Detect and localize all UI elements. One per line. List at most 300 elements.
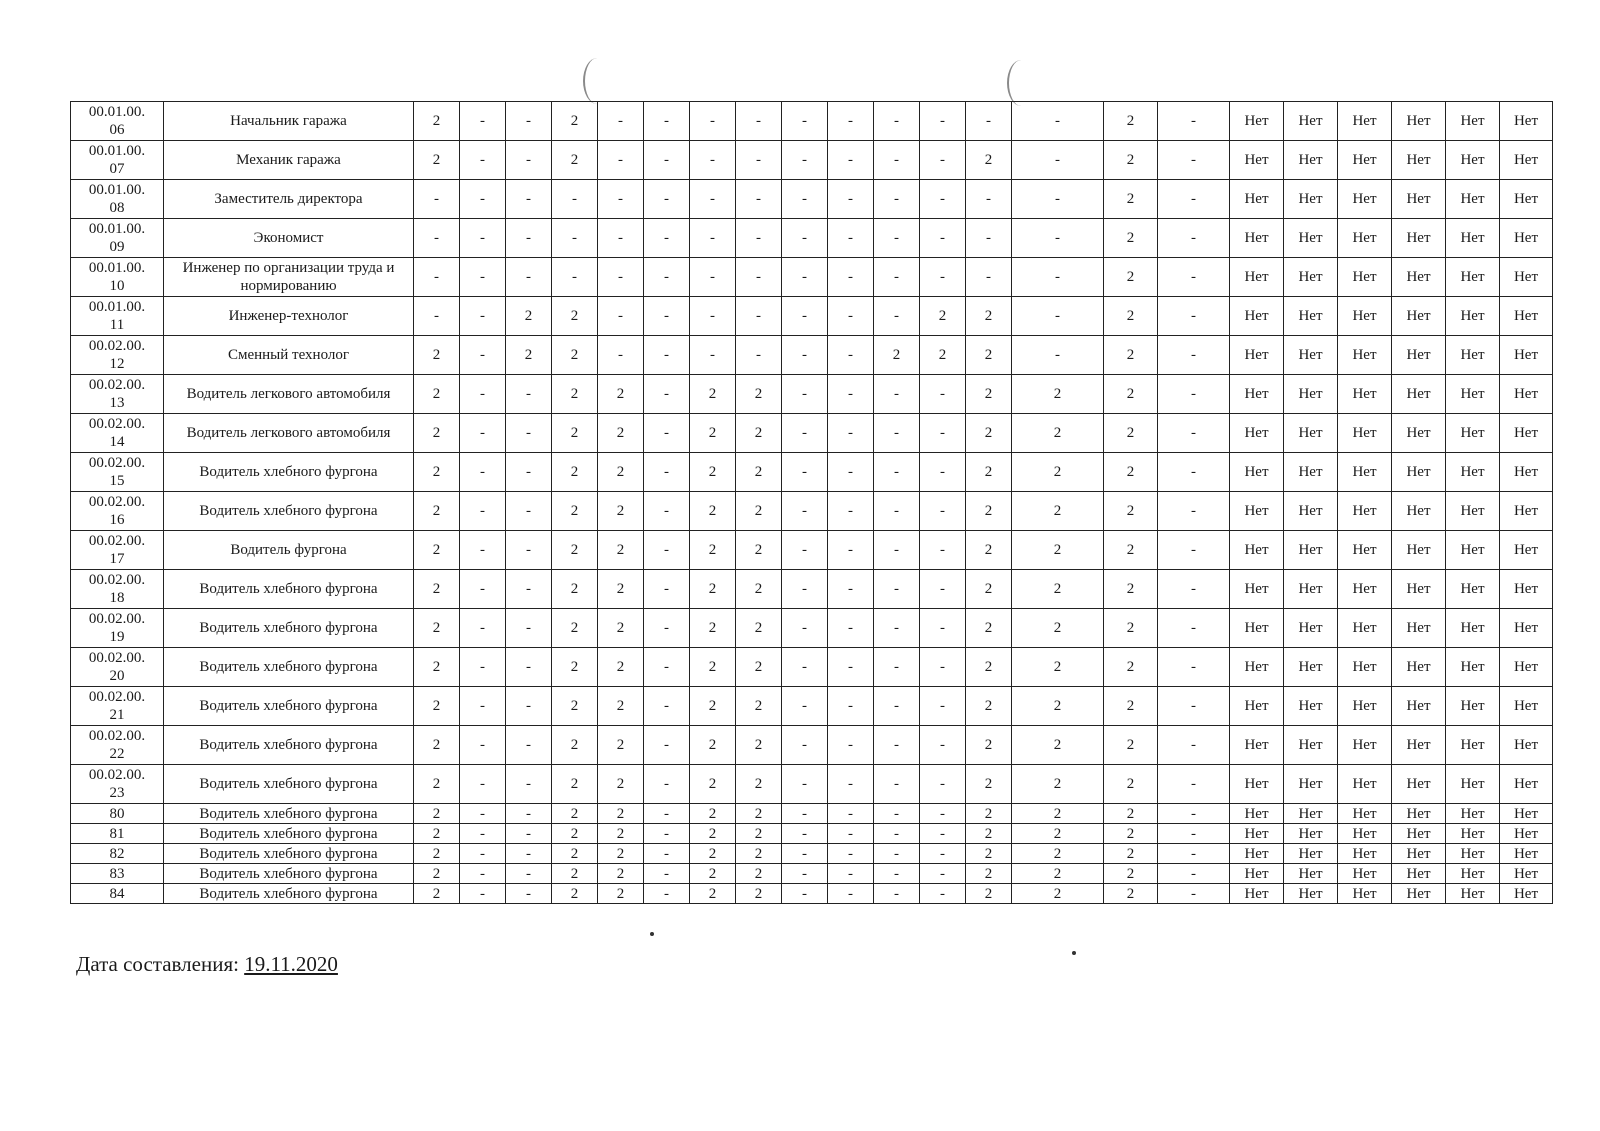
- factor-cell: -: [644, 492, 690, 531]
- factor-cell: -: [644, 102, 690, 141]
- factor-cell: Нет: [1338, 570, 1392, 609]
- factor-cell: -: [644, 570, 690, 609]
- factor-cell: -: [782, 102, 828, 141]
- factor-cell: Нет: [1284, 844, 1338, 864]
- table-row: [71, 884, 1553, 904]
- factor-cell: 2: [690, 570, 736, 609]
- factor-cell: -: [828, 102, 874, 141]
- factor-cell: Нет: [1446, 884, 1500, 904]
- position-code: 00.02.00. 23: [71, 765, 164, 804]
- table-row: [71, 804, 1553, 824]
- factor-cell: Нет: [1500, 219, 1553, 258]
- position-code: 83: [71, 864, 164, 884]
- table-row: [71, 102, 1553, 141]
- factor-cell: -: [644, 453, 690, 492]
- factor-cell: Нет: [1230, 141, 1284, 180]
- factor-cell: -: [828, 570, 874, 609]
- factor-cell: Нет: [1446, 864, 1500, 884]
- factor-cell: 2: [1012, 570, 1104, 609]
- factor-cell: 2: [966, 453, 1012, 492]
- factor-cell: -: [460, 492, 506, 531]
- table-row: [71, 336, 1553, 375]
- factor-cell: Нет: [1500, 453, 1553, 492]
- factor-cell: -: [828, 297, 874, 336]
- position-code: 00.02.00. 17: [71, 531, 164, 570]
- factor-cell: Нет: [1230, 492, 1284, 531]
- factor-cell: 2: [736, 609, 782, 648]
- factor-cell: 2: [1012, 453, 1104, 492]
- factor-cell: -: [460, 884, 506, 904]
- factor-cell: 2: [598, 844, 644, 864]
- factor-cell: -: [736, 219, 782, 258]
- factor-cell: -: [552, 219, 598, 258]
- factor-cell: -: [598, 219, 644, 258]
- factor-cell: -: [644, 375, 690, 414]
- factor-cell: -: [460, 531, 506, 570]
- factor-cell: -: [782, 414, 828, 453]
- factor-cell: -: [782, 570, 828, 609]
- position-code: 00.01.00. 08: [71, 180, 164, 219]
- position-name: Водитель хлебного фургона: [164, 609, 414, 648]
- factor-cell: 2: [414, 375, 460, 414]
- factor-cell: Нет: [1230, 336, 1284, 375]
- position-name: Водитель легкового автомобиля: [164, 414, 414, 453]
- factor-cell: -: [736, 180, 782, 219]
- factor-cell: -: [460, 648, 506, 687]
- factor-cell: -: [506, 824, 552, 844]
- factor-cell: 2: [690, 765, 736, 804]
- factor-cell: 2: [1012, 687, 1104, 726]
- factor-cell: -: [736, 336, 782, 375]
- factor-cell: Нет: [1284, 141, 1338, 180]
- factor-cell: -: [828, 414, 874, 453]
- factor-cell: Нет: [1338, 687, 1392, 726]
- factor-cell: Нет: [1446, 570, 1500, 609]
- position-code: 00.02.00. 18: [71, 570, 164, 609]
- factor-cell: -: [828, 765, 874, 804]
- factor-cell: -: [644, 297, 690, 336]
- factor-cell: 2: [414, 844, 460, 864]
- factor-cell: 2: [1104, 180, 1158, 219]
- factor-cell: 2: [736, 804, 782, 824]
- factor-cell: -: [506, 141, 552, 180]
- factor-cell: 2: [598, 884, 644, 904]
- factor-cell: Нет: [1392, 492, 1446, 531]
- factor-cell: -: [552, 258, 598, 297]
- factor-cell: 2: [414, 804, 460, 824]
- factor-cell: Нет: [1230, 884, 1284, 904]
- factor-cell: 2: [552, 844, 598, 864]
- factor-cell: Нет: [1338, 336, 1392, 375]
- factor-cell: Нет: [1392, 765, 1446, 804]
- factor-cell: 2: [598, 375, 644, 414]
- factor-cell: -: [782, 219, 828, 258]
- factor-cell: 2: [414, 864, 460, 884]
- position-name: Сменный технолог: [164, 336, 414, 375]
- factor-cell: 2: [414, 570, 460, 609]
- factor-cell: 2: [690, 804, 736, 824]
- factor-cell: Нет: [1230, 687, 1284, 726]
- factor-cell: -: [460, 687, 506, 726]
- factor-cell: 2: [966, 687, 1012, 726]
- factor-cell: -: [506, 609, 552, 648]
- factor-cell: Нет: [1230, 844, 1284, 864]
- factor-cell: Нет: [1500, 864, 1553, 884]
- factor-cell: -: [414, 297, 460, 336]
- factor-cell: Нет: [1338, 531, 1392, 570]
- factor-cell: Нет: [1500, 609, 1553, 648]
- table-row: [71, 609, 1553, 648]
- factor-cell: -: [460, 609, 506, 648]
- factor-cell: -: [782, 687, 828, 726]
- factor-cell: -: [874, 414, 920, 453]
- factor-cell: 2: [966, 414, 1012, 453]
- factor-cell: 2: [414, 414, 460, 453]
- factor-cell: 2: [966, 884, 1012, 904]
- factor-cell: Нет: [1284, 609, 1338, 648]
- factor-cell: -: [690, 219, 736, 258]
- factor-cell: -: [644, 824, 690, 844]
- factor-cell: -: [782, 375, 828, 414]
- factor-cell: -: [874, 453, 920, 492]
- factor-cell: -: [782, 297, 828, 336]
- factor-cell: Нет: [1500, 844, 1553, 864]
- position-code: 00.02.00. 21: [71, 687, 164, 726]
- factor-cell: -: [506, 180, 552, 219]
- factor-cell: Нет: [1500, 765, 1553, 804]
- factor-cell: Нет: [1500, 531, 1553, 570]
- factor-cell: Нет: [1392, 453, 1446, 492]
- position-name: Инженер-технолог: [164, 297, 414, 336]
- factor-cell: -: [874, 765, 920, 804]
- factor-cell: -: [644, 726, 690, 765]
- factor-cell: Нет: [1338, 453, 1392, 492]
- factor-cell: Нет: [1500, 375, 1553, 414]
- factor-cell: -: [874, 726, 920, 765]
- factor-cell: Нет: [1284, 297, 1338, 336]
- factor-cell: Нет: [1500, 884, 1553, 904]
- factor-cell: -: [644, 804, 690, 824]
- factor-cell: 2: [414, 884, 460, 904]
- factor-cell: -: [874, 180, 920, 219]
- factor-cell: -: [966, 180, 1012, 219]
- factor-cell: Нет: [1392, 531, 1446, 570]
- factor-cell: Нет: [1338, 726, 1392, 765]
- factor-cell: -: [506, 570, 552, 609]
- factor-cell: 2: [1012, 375, 1104, 414]
- factor-cell: Нет: [1446, 726, 1500, 765]
- factor-cell: 2: [966, 375, 1012, 414]
- factor-cell: 2: [736, 864, 782, 884]
- factor-cell: Нет: [1500, 336, 1553, 375]
- factor-cell: 2: [414, 765, 460, 804]
- factor-cell: Нет: [1338, 844, 1392, 864]
- factor-cell: -: [920, 258, 966, 297]
- factor-cell: -: [1158, 180, 1230, 219]
- factor-cell: -: [828, 180, 874, 219]
- factor-cell: Нет: [1446, 824, 1500, 844]
- factor-cell: Нет: [1392, 414, 1446, 453]
- table-row: [71, 844, 1553, 864]
- position-code: 00.01.00. 11: [71, 297, 164, 336]
- factor-cell: 2: [552, 102, 598, 141]
- factor-cell: -: [874, 219, 920, 258]
- factor-cell: -: [920, 453, 966, 492]
- factor-cell: 2: [690, 492, 736, 531]
- factor-cell: Нет: [1500, 804, 1553, 824]
- factor-cell: 2: [690, 609, 736, 648]
- factor-cell: -: [506, 258, 552, 297]
- factor-cell: Нет: [1500, 258, 1553, 297]
- factor-cell: Нет: [1338, 141, 1392, 180]
- factor-cell: -: [736, 141, 782, 180]
- factor-cell: -: [874, 648, 920, 687]
- factor-cell: -: [782, 258, 828, 297]
- factor-cell: -: [644, 864, 690, 884]
- factor-cell: Нет: [1446, 219, 1500, 258]
- factor-cell: 2: [736, 824, 782, 844]
- factor-cell: Нет: [1500, 687, 1553, 726]
- factor-cell: 2: [598, 864, 644, 884]
- punch-hole-left: [583, 58, 611, 104]
- factor-cell: Нет: [1500, 824, 1553, 844]
- position-name: Водитель хлебного фургона: [164, 687, 414, 726]
- factor-cell: Нет: [1284, 102, 1338, 141]
- date-label: Дата составления:: [76, 952, 239, 976]
- position-code: 00.01.00. 06: [71, 102, 164, 141]
- position-name: Водитель хлебного фургона: [164, 804, 414, 824]
- position-name: Водитель хлебного фургона: [164, 726, 414, 765]
- factor-cell: Нет: [1392, 884, 1446, 904]
- factor-cell: 2: [414, 492, 460, 531]
- factor-cell: Нет: [1392, 219, 1446, 258]
- factor-cell: 2: [736, 687, 782, 726]
- factor-cell: 2: [1104, 531, 1158, 570]
- factor-cell: -: [828, 648, 874, 687]
- factor-cell: -: [874, 844, 920, 864]
- factor-cell: 2: [552, 609, 598, 648]
- position-code: 80: [71, 804, 164, 824]
- factor-cell: 2: [966, 844, 1012, 864]
- factor-cell: -: [736, 258, 782, 297]
- factor-cell: -: [966, 102, 1012, 141]
- factor-cell: 2: [414, 102, 460, 141]
- factor-cell: 2: [552, 453, 598, 492]
- factor-cell: -: [874, 102, 920, 141]
- factor-cell: 2: [414, 609, 460, 648]
- factor-cell: Нет: [1392, 141, 1446, 180]
- factor-cell: -: [598, 102, 644, 141]
- factor-cell: -: [1158, 453, 1230, 492]
- factor-cell: 2: [598, 492, 644, 531]
- factor-cell: -: [920, 804, 966, 824]
- factor-cell: 2: [552, 765, 598, 804]
- factor-cell: 2: [1012, 844, 1104, 864]
- factor-cell: -: [1012, 141, 1104, 180]
- factor-cell: Нет: [1392, 804, 1446, 824]
- factor-cell: 2: [736, 453, 782, 492]
- factor-cell: -: [920, 726, 966, 765]
- table-row: [71, 180, 1553, 219]
- factor-cell: Нет: [1230, 297, 1284, 336]
- table-row: [71, 453, 1553, 492]
- factor-cell: -: [690, 141, 736, 180]
- factor-cell: 2: [1104, 648, 1158, 687]
- position-code: 00.02.00. 19: [71, 609, 164, 648]
- factor-cell: -: [782, 864, 828, 884]
- position-name: Водитель хлебного фургона: [164, 570, 414, 609]
- position-name: Водитель хлебного фургона: [164, 765, 414, 804]
- factor-cell: Нет: [1230, 180, 1284, 219]
- factor-cell: 2: [598, 804, 644, 824]
- factor-cell: -: [506, 531, 552, 570]
- factor-cell: 2: [1012, 492, 1104, 531]
- factor-cell: -: [828, 804, 874, 824]
- factor-cell: -: [1158, 102, 1230, 141]
- position-code: 82: [71, 844, 164, 864]
- factor-cell: Нет: [1230, 453, 1284, 492]
- factor-cell: -: [782, 765, 828, 804]
- factor-cell: -: [874, 687, 920, 726]
- factor-cell: Нет: [1338, 492, 1392, 531]
- factor-cell: -: [1012, 219, 1104, 258]
- factor-cell: 2: [736, 648, 782, 687]
- factor-cell: -: [506, 726, 552, 765]
- punch-hole-right: [1007, 60, 1035, 106]
- factor-cell: Нет: [1500, 492, 1553, 531]
- factor-cell: 2: [966, 492, 1012, 531]
- factor-cell: -: [460, 726, 506, 765]
- compilation-date: [76, 952, 338, 977]
- position-code: 00.02.00. 20: [71, 648, 164, 687]
- factor-cell: 2: [1104, 884, 1158, 904]
- table-row: [71, 297, 1553, 336]
- factor-cell: -: [828, 492, 874, 531]
- factor-cell: Нет: [1392, 726, 1446, 765]
- factor-cell: Нет: [1338, 648, 1392, 687]
- factor-cell: -: [966, 258, 1012, 297]
- factor-cell: Нет: [1446, 844, 1500, 864]
- factor-cell: -: [644, 844, 690, 864]
- factor-cell: 2: [920, 336, 966, 375]
- factor-cell: Нет: [1230, 824, 1284, 844]
- factor-cell: 2: [1104, 765, 1158, 804]
- factor-cell: 2: [1104, 804, 1158, 824]
- position-code: 00.01.00. 10: [71, 258, 164, 297]
- factor-cell: 2: [690, 726, 736, 765]
- factor-cell: Нет: [1392, 180, 1446, 219]
- factor-cell: -: [414, 180, 460, 219]
- factor-cell: Нет: [1338, 609, 1392, 648]
- factor-cell: 2: [920, 297, 966, 336]
- factor-cell: -: [506, 102, 552, 141]
- factor-cell: 2: [1104, 609, 1158, 648]
- factor-cell: 2: [552, 824, 598, 844]
- factor-cell: -: [966, 219, 1012, 258]
- factor-cell: 2: [1012, 884, 1104, 904]
- factor-cell: Нет: [1338, 824, 1392, 844]
- factor-cell: Нет: [1230, 864, 1284, 884]
- factor-cell: -: [874, 884, 920, 904]
- factor-cell: -: [1158, 531, 1230, 570]
- factor-cell: -: [920, 844, 966, 864]
- factor-cell: -: [644, 336, 690, 375]
- factor-cell: -: [782, 884, 828, 904]
- table-row: [71, 765, 1553, 804]
- factor-cell: -: [644, 609, 690, 648]
- factor-cell: -: [1158, 726, 1230, 765]
- factor-cell: 2: [1012, 531, 1104, 570]
- table-row: [71, 375, 1553, 414]
- position-name: Водитель легкового автомобиля: [164, 375, 414, 414]
- factor-cell: -: [460, 219, 506, 258]
- factor-cell: -: [644, 414, 690, 453]
- factor-cell: 2: [506, 336, 552, 375]
- factor-cell: -: [828, 375, 874, 414]
- factor-cell: Нет: [1338, 864, 1392, 884]
- position-code: 00.02.00. 15: [71, 453, 164, 492]
- factor-cell: Нет: [1446, 336, 1500, 375]
- factor-cell: -: [460, 414, 506, 453]
- table-row: [71, 258, 1553, 297]
- factor-cell: -: [644, 219, 690, 258]
- factor-cell: -: [1158, 414, 1230, 453]
- factor-cell: -: [460, 453, 506, 492]
- factor-cell: -: [874, 375, 920, 414]
- factor-cell: Нет: [1500, 297, 1553, 336]
- factor-cell: Нет: [1500, 726, 1553, 765]
- factor-cell: -: [552, 180, 598, 219]
- factor-cell: -: [920, 414, 966, 453]
- factor-cell: -: [828, 336, 874, 375]
- factor-cell: 2: [690, 844, 736, 864]
- factor-cell: Нет: [1284, 258, 1338, 297]
- factor-cell: -: [598, 336, 644, 375]
- factor-cell: 2: [598, 726, 644, 765]
- factor-cell: 2: [966, 609, 1012, 648]
- factor-cell: Нет: [1392, 864, 1446, 884]
- factor-cell: -: [644, 531, 690, 570]
- factor-cell: -: [874, 824, 920, 844]
- factor-cell: -: [506, 844, 552, 864]
- factor-cell: Нет: [1230, 648, 1284, 687]
- factor-cell: -: [1158, 570, 1230, 609]
- factor-cell: -: [506, 687, 552, 726]
- factor-cell: -: [506, 453, 552, 492]
- factor-cell: -: [460, 864, 506, 884]
- factor-cell: 2: [552, 297, 598, 336]
- factor-cell: -: [828, 141, 874, 180]
- factor-cell: Нет: [1284, 414, 1338, 453]
- factor-cell: Нет: [1338, 297, 1392, 336]
- factor-cell: 2: [966, 297, 1012, 336]
- factor-cell: 2: [736, 375, 782, 414]
- factor-cell: -: [644, 141, 690, 180]
- factor-cell: Нет: [1446, 414, 1500, 453]
- factor-cell: 2: [552, 414, 598, 453]
- factor-cell: -: [460, 570, 506, 609]
- factor-cell: 2: [1012, 648, 1104, 687]
- factor-cell: Нет: [1500, 570, 1553, 609]
- factor-cell: Нет: [1446, 492, 1500, 531]
- factor-cell: 2: [1104, 687, 1158, 726]
- factor-cell: Нет: [1284, 219, 1338, 258]
- factor-cell: -: [414, 258, 460, 297]
- factor-cell: -: [1158, 375, 1230, 414]
- factor-cell: -: [736, 297, 782, 336]
- factor-cell: 2: [1104, 219, 1158, 258]
- factor-cell: -: [874, 570, 920, 609]
